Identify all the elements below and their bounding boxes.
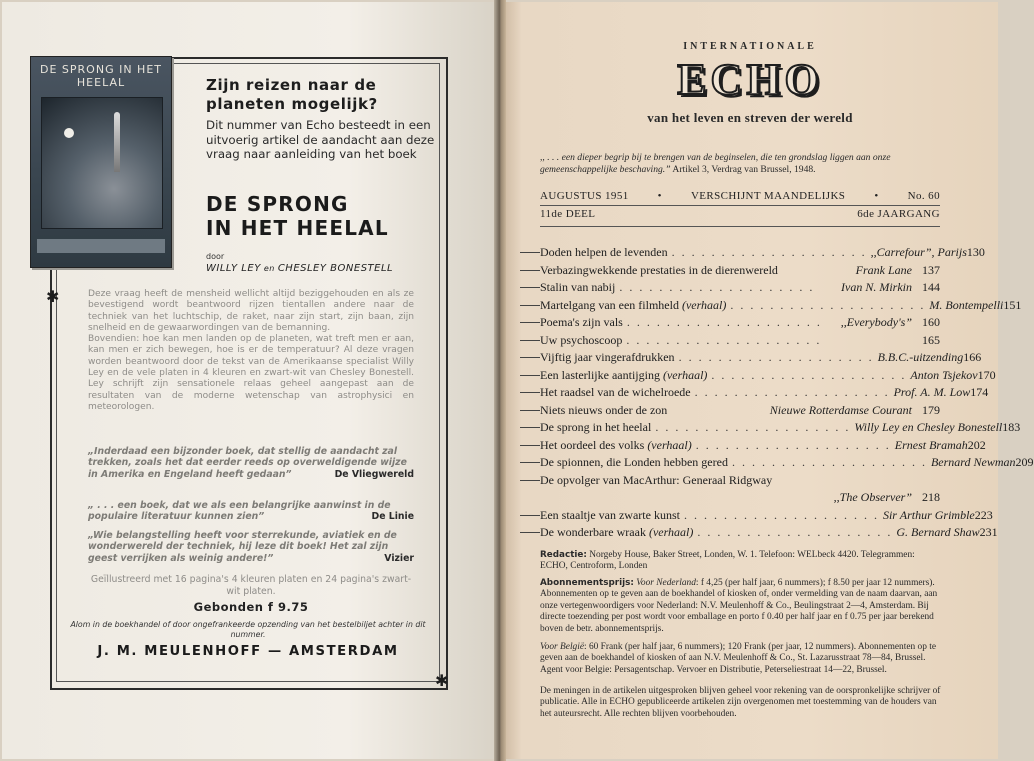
toc-source: Frank Lane [855, 262, 912, 277]
toc-entry [540, 419, 1021, 437]
toc-page-number: 137 [922, 262, 940, 277]
ad-review-source: De Vliegwereld [334, 468, 414, 480]
toc-marker [520, 480, 540, 481]
motto-reference: Artikel 3, Verdrag van Brussel, 1948. [670, 164, 816, 175]
toc-entry [540, 367, 996, 385]
toc-note: (verhaal) [648, 525, 694, 539]
toc-entry [540, 244, 985, 262]
toc-leader: . . . . . . . . . . . . . . . . . . . . [711, 367, 907, 382]
toc-title-text: Uw psychoscoop [540, 332, 623, 347]
toc-leader: . . . . . . . . . . . . . . . . . . . . [695, 437, 891, 452]
ad-review-text: „Wie belangstelling heeft voor sterrekunde, aviatiek en de wonderwereld der techniek, hij leze dit boek! Het zal zijn geest verrijken als weinig andere!” [88, 530, 397, 564]
toc-marker [520, 287, 540, 288]
info-text: : f 4,25 (per half jaar, 6 nummers); f 8.50 per jaar 12 nummers). Abonnementen op te geven aan de boekhandel of kiosken of, onder vermelding van de naam daarvan, aan onze vertegenwoordigers voor Nederland: N.V. Meulenhoff & Co., Beulingstraat 2—4, Amsterdam. Bij directe toezending per post wordt voor emballage en porto f 0.40 per half jaar en f 0.75 per jaar berekend boven de betr. abonnementsprijs. [540, 578, 938, 634]
issue-info [540, 190, 940, 202]
toc-marker [520, 357, 540, 358]
toc-source: B.B.C.-uitzending [877, 350, 964, 364]
toc-entry [540, 507, 993, 525]
toc-title [540, 244, 668, 262]
toc-source: ,,Everybody's” [840, 315, 912, 329]
toc-title-text: Een lasterlijke aantijging [540, 367, 663, 382]
volume-info [540, 208, 940, 220]
toc-title [540, 297, 726, 315]
toc-note: (verhaal) [681, 297, 727, 312]
toc-entry [540, 472, 940, 490]
subscription-belgium [540, 642, 942, 676]
toc-source: Nieuwe Rotterdamse Courant [769, 402, 912, 417]
toc-title-text: Een staaltje van zwarte kunst [540, 507, 680, 522]
motto-text: ,, . . . een dieper begrip bij te brengen van de beginselen, die ten grondslag liggen aan onze gemeenschappelijke beschaving.” [540, 152, 891, 175]
toc-marker [520, 532, 540, 533]
toc-leader: . . . . . . . . . . . . . . . . . . . . [697, 525, 893, 539]
ad-book-title [206, 192, 442, 240]
ad-body-paragraph: Deze vraag heeft de mensheid wellicht altijd beziggehouden en als ze bevestigend wordt beantwoord rijzen tientallen andere naar de techniek van het luchtschip, de raket, naar zijn start, zijn baan, zijn snelheid en de gewaarwordingen van de bemanning. [88, 289, 414, 333]
toc-title-text: Martelgang van een filmheld [540, 297, 682, 312]
issue-rule [540, 226, 940, 227]
ad-intro: Dit nummer van Echo besteedt in een uitvoerig artikel de aandacht aan deze vraag naar aanleiding van het boek [206, 118, 435, 161]
toc-leader: . . . . . . . . . . . . . . . . . . . . [671, 245, 867, 259]
toc-page-number: 170 [977, 367, 996, 382]
toc-marker [520, 252, 540, 253]
star-icon: ✱ [46, 289, 60, 306]
toc-title [540, 279, 615, 297]
toc-page-number: 202 [967, 437, 986, 452]
toc-page-number: 174 [970, 385, 989, 399]
toc-leader: . . . . . . . . . . . . . . . . . . . . [619, 280, 815, 294]
toc-marker [520, 427, 540, 428]
toc-source: Sir Arthur Grimble [882, 507, 975, 522]
subscription-netherlands [540, 578, 942, 635]
toc-entry [540, 402, 940, 420]
toc-marker [520, 375, 540, 376]
toc-leader: . . . . . . . . . . . . . . . . . . . . [678, 350, 874, 364]
toc-source: Ernest Bramah [894, 437, 968, 452]
toc-leader: . . . . . . . . . . . . . . . . . . . . [730, 297, 926, 312]
toc-marker [520, 305, 540, 306]
issue-separator: • [874, 190, 879, 202]
rocket-icon [114, 112, 120, 172]
toc-entry [540, 349, 982, 367]
toc-page-number: 231 [979, 525, 998, 539]
toc-title [540, 332, 622, 350]
toc-title-text: Verbazingwekkende prestaties in de dierenwereld [540, 262, 778, 277]
toc-page-number: 151 [1003, 297, 1022, 312]
toc-page-number: 209 [1015, 455, 1034, 469]
toc-source: Anton Tsjekov [910, 367, 978, 382]
masthead-kicker: INTERNATIONALE [683, 41, 817, 52]
toc-title-text: Het raadsel van de wichelroede [540, 385, 691, 399]
ad-book-title-line1: DE SPRONG [206, 192, 349, 216]
toc-title [540, 349, 675, 367]
toc-title-text: De wonderbare wraak [540, 525, 649, 539]
info-country: Voor België [540, 642, 584, 652]
toc-leader: . . . . . . . . . . . . . . . . . . . . [626, 315, 822, 329]
toc-page-number: 218 [922, 490, 940, 504]
toc-title-text: De spionnen, die Londen hebben gered [540, 455, 728, 469]
toc-entry [540, 262, 940, 280]
ad-headline: Zijn reizen naar de planeten mogelijk? [206, 76, 378, 113]
toc-page-number: 166 [963, 350, 982, 364]
ad-price: Gebonden f 9.75 [193, 600, 309, 614]
motto [540, 152, 940, 176]
ad-review-quote [88, 446, 414, 480]
toc-leader: . . . . . . . . . . . . . . . . . . . . [655, 420, 851, 434]
info-label: Abonnementsprijs: [540, 578, 634, 588]
info-label: Redactie: [540, 550, 587, 560]
toc-source: Ivan N. Mirkin [841, 280, 912, 294]
toc-title [540, 507, 680, 525]
ad-publisher: J. M. MEULENHOFF — AMSTERDAM [97, 644, 399, 659]
toc-title-text: De opvolger van MacArthur: Generaal Ridgway [540, 472, 773, 487]
table-of-contents [540, 244, 1034, 542]
toc-title [540, 524, 693, 542]
book-cover-illustration [41, 97, 163, 229]
toc-title-text: Vijftig jaar vingerafdrukken [540, 350, 675, 364]
info-text: : 60 Frank (per half jaar, 6 nummers); 120 Frank (per jaar, 12 nummers). Abonnementen op te geven aan de boekhandel of kiosken of aan N.V. Meulenhoff & Co., St. Lazarusstraat 78—84, Brussel. Agent voor Belgie: Persagentschap. Vervoer en Distributie, Peterseliestraat 14—22, Brussel. [540, 642, 937, 675]
moon-icon [64, 128, 74, 138]
toc-title-text: Het oordeel des volks [540, 437, 648, 452]
toc-leader: . . . . . . . . . . . . . . . . . . . . [683, 507, 879, 522]
toc-entry [540, 524, 998, 542]
toc-source: ,,The Observer” [833, 490, 912, 504]
ad-by-label: door [206, 252, 225, 261]
toc-title-text: Poema's zijn vals [540, 315, 623, 329]
toc-marker [520, 445, 540, 446]
toc-title [540, 384, 691, 402]
toc-entry [540, 437, 986, 455]
toc-source: G. Bernard Shaw [896, 525, 980, 539]
ad-author-2: CHESLEY BONESTELL [277, 263, 394, 274]
toc-source: Bernard Newman [930, 455, 1016, 469]
ad-author-1: WILLY LEY [206, 263, 261, 274]
toc-title-text: De sprong in het heelal [540, 420, 652, 434]
masthead-title: ECHO [677, 55, 823, 104]
issue-number: No. 60 [907, 190, 940, 202]
toc-marker [520, 462, 540, 463]
toc-marker [520, 515, 540, 516]
toc-note: (verhaal) [662, 367, 708, 382]
toc-title [540, 419, 651, 437]
toc-title [540, 314, 623, 332]
toc-title [540, 437, 692, 455]
ad-illustration-note: Geïllustreerd met 16 pagina's 4 kleuren platen en 24 pagina's zwart-wit platen. [90, 574, 412, 597]
toc-leader: . . . . . . . . . . . . . . . . . . . . [626, 332, 822, 347]
star-icon: ✱ [435, 673, 449, 690]
toc-leader: . . . . . . . . . . . . . . . . . . . . [694, 385, 890, 399]
toc-entry [540, 489, 940, 507]
toc-page-number: 223 [974, 507, 993, 522]
book-cover-band [37, 239, 165, 253]
toc-entry [540, 279, 940, 297]
toc-marker [520, 392, 540, 393]
toc-note: (verhaal) [647, 437, 692, 452]
toc-entry [540, 384, 989, 402]
toc-entry [540, 297, 1022, 315]
ad-author-and: en [263, 264, 275, 273]
editorial-address [540, 550, 942, 573]
info-text: Norgeby House, Baker Street, Londen, W. 1. Telefoon: WELbeck 4420. Telegrammen: ECHO, Centroform, Londen [540, 550, 915, 572]
issue-frequency: VERSCHIJNT MAANDELIJKS [690, 190, 846, 202]
ad-book-title-line2: IN HET HEELAL [206, 216, 389, 240]
toc-page-number: 179 [922, 402, 940, 417]
ad-body-text [88, 289, 414, 413]
toc-entry [540, 332, 940, 350]
disclaimer: De meningen in de artikelen uitgesproken blijven geheel voor rekening van de oorspronkelijke schrijver of publicatie. Alle in ECHO gepubliceerde artikelen zijn overgenomen met toestemming van de houders van het auteursrecht. Alle rechten blijven voorbehouden. [540, 686, 941, 719]
issue-rule [540, 205, 940, 206]
toc-entry [540, 314, 940, 332]
volume-deel: 11de DEEL [540, 208, 596, 220]
toc-page-number: 160 [922, 315, 940, 329]
volume-jaargang: 6de JAARGANG [857, 208, 940, 220]
toc-page-number: 144 [922, 280, 940, 294]
toc-page-number: 130 [966, 245, 985, 259]
ad-review-quote [88, 500, 414, 523]
issue-month: AUGUSTUS 1951 [540, 190, 629, 202]
ad-review-text: „Inderdaad een bijzonder boek, dat stellig de aandacht zal trekken, zoals het dat eerder reeds op overweldigende wijze in Amerika en Engeland heeft gedaan” [88, 446, 407, 480]
masthead-subtitle: van het leven en streven der wereld [647, 110, 853, 125]
toc-entry [540, 454, 1034, 472]
toc-title [540, 454, 728, 472]
toc-title [540, 367, 707, 385]
ad-review-quote [88, 530, 414, 564]
ad-order-note: Alom in de boekhandel of door ongefrankeerde opzending van het bestelbiljet achter in dit nummer. [70, 620, 426, 639]
toc-title [540, 472, 772, 490]
toc-marker [520, 340, 540, 341]
toc-marker [520, 270, 540, 271]
book-cover-title: DE SPRONG IN HET HEELAL [40, 63, 162, 89]
toc-marker [520, 410, 540, 411]
toc-leader: . . . . . . . . . . . . . . . . . . . . [731, 455, 927, 469]
issue-separator: • [657, 190, 662, 202]
toc-title-text: Niets nieuws onder de zon [540, 402, 668, 417]
toc-title-text: Doden helpen de levenden [540, 245, 668, 259]
toc-source: Willy Ley en Chesley Bonestell [854, 420, 1003, 434]
toc-source: ,,Carrefour”, Parijs [870, 245, 967, 259]
toc-title-text: Stalin van nabij [540, 280, 616, 294]
toc-source: M. Bontempelli [929, 297, 1004, 312]
toc-title [540, 402, 667, 420]
info-country: Voor Nederland [633, 578, 696, 588]
book-cover-image [30, 56, 172, 268]
toc-source: Prof. A. M. Low [893, 385, 971, 399]
ad-authors [206, 263, 442, 274]
ad-review-source: De Linie [371, 511, 414, 523]
toc-title [540, 262, 778, 280]
ad-review-source: Vizier [384, 552, 414, 564]
toc-marker [520, 322, 540, 323]
toc-page-number: 183 [1002, 420, 1021, 434]
ad-body-paragraph: Bovendien: hoe kan men landen op de planeten, wat treft men er aan, kan men er zich bewegen, hoe is er de temperatuur? Al deze vragen worden beantwoord door de tekst van de Amerikaanse specialist Willy Ley en de vele platen in 4 kleuren en zwart-wit van Chesley Bonestell. Ley schrijft zijn sensationele relaas geheel aangepast aan de resultaten van de moderne wetenschap van astrophysici en meteorologen. [88, 334, 414, 412]
ad-review-text: „ . . . een boek, dat we als een belangrijke aanwinst in de populaire literatuur kunnen zien” [88, 500, 391, 523]
toc-page-number: 165 [922, 332, 940, 347]
